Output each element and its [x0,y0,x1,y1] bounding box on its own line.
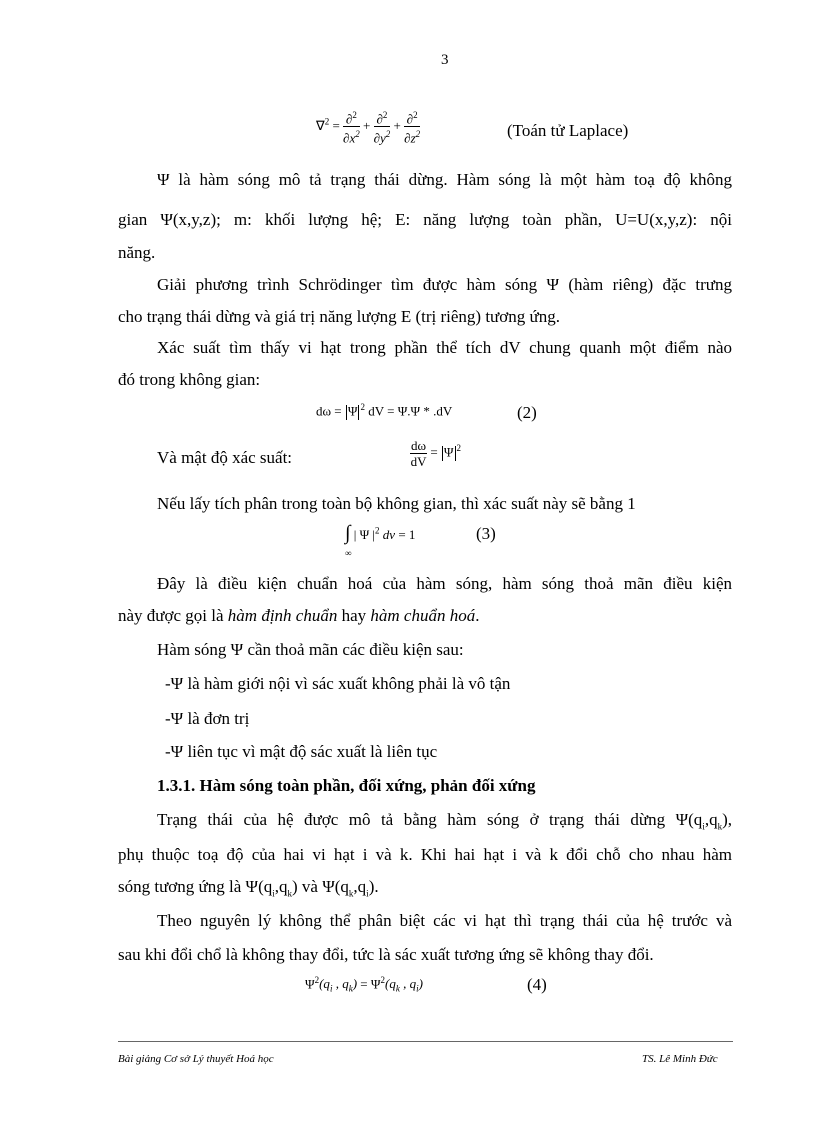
frac-x: $\frac{\partial^2}{\partial x^2}$ [343,110,360,146]
paragraph-line: sau khi đổi chổ là không thay đổi, tức là sác xuất tương ứng sẽ không thay đổi. [118,945,654,964]
condition-item: -Ψ là đơn trị [165,709,250,728]
page-number: 3 [441,52,449,68]
section-heading: 1.3.1. Hàm sóng toàn phần, đối xứng, phản đối xứng [157,776,536,795]
paragraph-line: Xác suất tìm thấy vi hạt trong phần thể tích dV chung quanh một điểm nào [157,338,732,357]
condition-item: -Ψ liên tục vì mật độ sác xuất là liên tục [165,742,438,761]
density-equation: $\frac{d\omega}{dV}$ = Ψ $^2$ [410,438,461,469]
paragraph-line: Trạng thái của hệ được mô tả bằng hàm sóng ở trạng thái dừng $\Psi(q_i,q_k)$, [157,810,732,832]
footer-right: TS. Lê Minh Đức [642,1053,718,1065]
footer-divider [118,1041,733,1042]
laplace-label: (Toán tử Laplace) [507,121,629,140]
paragraph-line: Đây là điều kiện chuẩn hoá của hàm sóng, hàm sóng thoả mãn điều kiện [157,574,732,593]
footer-left: Bài giảng Cơ sở Lý thuyết Hoá học [118,1053,274,1065]
paragraph-line: cho trạng thái dừng và giá trị năng lượng E (trị riêng) tương ứng. [118,307,560,326]
condition-item: -Ψ là hàm giới nội vì sác xuất không phải là vô tận [165,674,511,693]
paragraph-line: Theo nguyên lý không thể phân biệt các vi hạt thì trạng thái của hệ trước và [157,911,732,930]
paragraph-line: sóng tương ứng là $\Psi(q_i,q_k)$ và $\Psi(q_k,q_i)$. [118,877,379,899]
laplace-equation: ∇$^2$ = $\frac{\partial^2}{\partial x^2}$ + $\frac{\partial^2}{\partial y^2}$ + $\frac{\partial^2}{\partial z^2}$ [316,110,421,146]
normalization-equation: ∫ | Ψ $|^2$ dv = 1 [345,522,416,544]
integral-lower-bound: ∞ [345,548,352,558]
equation-label: (4) [527,975,547,994]
equation-label: (2) [517,403,537,422]
paragraph-line: phụ thuộc toạ độ của hai vi hạt i và k. Khi hai hạt i và k đổi chỗ cho nhau hàm [118,845,732,864]
frac-z: $\frac{\partial^2}{\partial z^2}$ [404,110,421,146]
paragraph-line: năng. [118,243,156,262]
paragraph-line: đó trong không gian: [118,370,261,389]
frac-y: $\frac{\partial^2}{\partial y^2}$ [373,110,391,146]
paragraph-line: này được gọi là hàm định chuẩn hay hàm chuẩn hoá. [118,606,480,625]
paragraph-line: gian Ψ(x,y,z); m: khối lượng hệ; E: năng lượng toàn phần, U=U(x,y,z): nội [118,210,732,229]
paragraph-line: Hàm sóng Ψ cần thoả mãn các điều kiện sau: [157,640,464,659]
equation-label: (3) [476,524,496,543]
paragraph-line: Giải phương trình Schrödinger tìm được hàm sóng Ψ (hàm riêng) đặc trưng [157,275,732,294]
probability-equation: dω = Ψ $^2$ dV = Ψ.Ψ * .dV [316,402,453,419]
density-text: Và mật độ xác suất: [157,448,293,467]
paragraph-line: Ψ là hàm sóng mô tả trạng thái dừng. Hàm sóng là một hàm toạ độ không [157,170,732,189]
symmetry-equation: $\Psi^2(q_i$ , $q_k) = \Psi^2(q_k$ , $q_i$) [305,975,423,994]
paragraph-line: Nếu lấy tích phân trong toàn bộ không gian, thì xác suất này sẽ bằng 1 [157,494,636,513]
